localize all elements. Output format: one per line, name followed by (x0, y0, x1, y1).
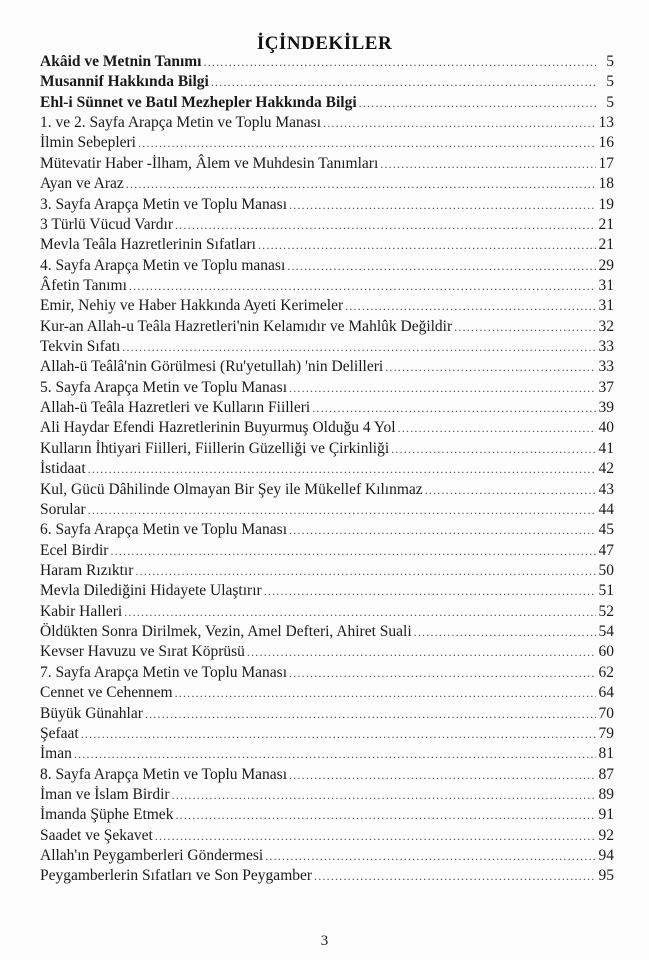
toc-entry (40, 581, 614, 601)
toc-entry-title: Kur-an Allah-u Teâla Hazretleri'nin Kelamıdır ve Mahlûk Değildir (40, 317, 453, 335)
toc-entry-title: Büyük Günahlar (40, 704, 143, 722)
dot-leader (414, 622, 596, 642)
toc-entry (40, 418, 614, 438)
toc-entry (40, 561, 614, 581)
toc-entry (40, 113, 614, 133)
toc-entry (40, 154, 614, 174)
toc-entry-page: 29 (598, 256, 614, 274)
toc-entry (40, 296, 614, 316)
toc-entry (40, 744, 614, 764)
toc-entry-title: Mevla Dilediğini Hidayete Ulaştırır (40, 582, 262, 600)
toc-entry (40, 378, 614, 398)
toc-entry (40, 846, 614, 866)
dot-leader (289, 378, 596, 398)
dot-leader (138, 133, 596, 153)
toc-entry-page: 19 (598, 195, 614, 213)
toc-entry-page: 91 (598, 806, 614, 824)
toc-entry-title: Mütevatir Haber -İlham, Âlem ve Muhdesin Tanımları (40, 154, 379, 172)
dot-leader (88, 459, 596, 479)
dot-leader (145, 704, 596, 724)
toc-entry (40, 256, 614, 276)
dot-leader (172, 785, 596, 805)
toc-entry (40, 663, 614, 683)
toc-entry-page: 79 (598, 724, 614, 742)
toc-entry (40, 602, 614, 622)
dot-leader (425, 480, 596, 500)
toc-entry-page: 64 (598, 684, 614, 702)
dot-leader (110, 541, 596, 561)
toc-entry (40, 235, 614, 255)
toc-entry (40, 805, 614, 825)
dot-leader (385, 357, 596, 377)
toc-entry-page: 5 (606, 93, 614, 111)
toc-entry-page: 33 (598, 358, 614, 376)
dot-leader (359, 93, 596, 113)
dot-leader (124, 602, 596, 622)
dot-leader (289, 195, 596, 215)
toc-entry-page: 5 (606, 73, 614, 91)
toc-entry-page: 32 (598, 317, 614, 335)
toc-entry-page: 42 (598, 460, 614, 478)
dot-leader (391, 439, 596, 459)
toc-entry-page: 51 (598, 582, 614, 600)
toc-entry-title: İstidaat (40, 460, 86, 478)
toc-entry-page: 31 (598, 297, 614, 315)
toc-entry-page: 44 (598, 500, 614, 518)
dot-leader (265, 846, 596, 866)
toc-entry-page: 94 (598, 847, 614, 865)
toc-entry-page: 18 (598, 175, 614, 193)
toc-entry-title: Sorular (40, 500, 86, 518)
dot-leader (74, 744, 596, 764)
toc-entry-page: 41 (598, 439, 614, 457)
toc-entry-title: Öldükten Sonra Dirilmek, Vezin, Amel Defteri, Ahiret Suali (40, 623, 412, 641)
toc-entry (40, 72, 614, 92)
toc-entry-title: 3 Türlü Vücud Vardır (40, 215, 174, 233)
toc-entry (40, 704, 614, 724)
dot-leader (129, 276, 596, 296)
toc-entry (40, 174, 614, 194)
toc-entry (40, 480, 614, 500)
toc-entry-page: 47 (598, 541, 614, 559)
toc-entry-title: 4. Sayfa Arapça Metin ve Toplu manası (40, 256, 286, 274)
toc-entry-title: Cennet ve Cehennem (40, 684, 173, 702)
toc-entry-page: 39 (598, 399, 614, 417)
dot-leader (88, 500, 596, 520)
toc-entry-page: 50 (598, 561, 614, 579)
toc-entry-title: Allah-ü Teâla Hazretleri ve Kulların Fiilleri (40, 399, 311, 417)
toc-entry (40, 866, 614, 886)
dot-leader (175, 805, 596, 825)
dot-leader (398, 418, 596, 438)
toc-entry-title: İman (40, 745, 72, 763)
toc-entry-page: 13 (598, 114, 614, 132)
toc-entry (40, 765, 614, 785)
dot-leader (247, 642, 596, 662)
toc-entry (40, 52, 614, 72)
dot-leader (312, 398, 596, 418)
dot-leader (289, 663, 596, 683)
toc-entry (40, 276, 614, 296)
toc-entry (40, 683, 614, 703)
toc-entry (40, 398, 614, 418)
dot-leader (345, 296, 596, 316)
dot-leader (289, 765, 596, 785)
toc-entry-page: 81 (598, 745, 614, 763)
toc-entry-page: 17 (598, 154, 614, 172)
toc-entry-title: İman ve İslam Birdir (40, 785, 170, 803)
toc-entry-page: 89 (598, 785, 614, 803)
toc-entry-title: Emir, Nehiy ve Haber Hakkında Ayeti Kerimeler (40, 297, 344, 315)
toc-entry-page: 92 (598, 826, 614, 844)
toc-entry-title: Şefaat (40, 724, 79, 742)
toc-entry-page: 95 (598, 867, 614, 885)
toc-entry (40, 785, 614, 805)
toc-entry-page: 45 (598, 521, 614, 539)
page-number: 3 (320, 933, 329, 949)
toc-entry-title: Musannif Hakkında Bilgi (40, 73, 209, 91)
dot-leader (264, 581, 596, 601)
toc-entry-title: Allah'ın Peygamberleri Göndermesi (40, 847, 264, 865)
toc-entry-page: 37 (598, 378, 614, 396)
dot-leader (204, 52, 597, 72)
toc-entry-title: Ehl-i Sünnet ve Batıl Mezhepler Hakkında Bilgi (40, 93, 357, 111)
toc-entry-title: İlmin Sebepleri (40, 134, 136, 152)
dot-leader (175, 683, 596, 703)
toc-entry (40, 642, 614, 662)
toc-entry-page: 16 (598, 134, 614, 152)
dot-leader (289, 520, 596, 540)
dot-leader (258, 235, 596, 255)
dot-leader (175, 215, 596, 235)
page-title: İÇİNDEKİLER (256, 33, 393, 54)
dot-leader (454, 317, 596, 337)
toc-entry (40, 337, 614, 357)
toc-entry (40, 459, 614, 479)
dot-leader (135, 561, 596, 581)
toc-entry-title: 3. Sayfa Arapça Metin ve Toplu Manası (40, 195, 288, 213)
dot-leader (122, 337, 596, 357)
toc-entry-page: 43 (598, 480, 614, 498)
toc-entry (40, 826, 614, 846)
toc-entry-page: 31 (598, 276, 614, 294)
dot-leader (314, 866, 596, 886)
toc-entry (40, 500, 614, 520)
dot-leader (323, 113, 596, 133)
toc-entry (40, 215, 614, 235)
dot-leader (380, 154, 596, 174)
dot-leader (155, 826, 596, 846)
toc-entry-page: 54 (598, 623, 614, 641)
table-of-contents (40, 52, 614, 887)
toc-entry-title: İmanda Şüphe Etmek (40, 806, 174, 824)
toc-entry-title: Mevla Teâla Hazretlerinin Sıfatları (40, 236, 256, 254)
toc-entry-page: 5 (606, 53, 614, 70)
toc-entry (40, 541, 614, 561)
toc-entry-page: 21 (598, 215, 614, 233)
toc-entry-page: 70 (598, 704, 614, 722)
dot-leader (81, 724, 596, 744)
toc-entry-title: Peygamberlerin Sıfatları ve Son Peygamber (40, 867, 313, 885)
toc-entry-title: Ecel Birdir (40, 541, 109, 559)
toc-entry (40, 520, 614, 540)
toc-entry-title: 6. Sayfa Arapça Metin ve Toplu Manası (40, 521, 288, 539)
toc-entry (40, 622, 614, 642)
toc-entry-page: 33 (598, 338, 614, 356)
dot-leader (126, 174, 596, 194)
toc-entry-title: Âfetin Tanımı (40, 276, 127, 294)
toc-entry-page: 21 (598, 236, 614, 254)
toc-entry-title: Allah-ü Teâlâ'nin Görülmesi (Ru'yetullah) 'nin Delilleri (40, 358, 384, 376)
dot-leader (287, 256, 596, 276)
toc-entry-title: Kul, Gücü Dâhilinde Olmayan Bir Şey ile Mükellef Kılınmaz (40, 480, 423, 498)
toc-entry-title: Kulların İhtiyari Fiilleri, Fiillerin Güzelliği ve Çirkinliği (40, 439, 390, 457)
toc-entry-title: 8. Sayfa Arapça Metin ve Toplu Manası (40, 765, 288, 783)
toc-entry-page: 40 (598, 419, 614, 437)
toc-entry-title: 7. Sayfa Arapça Metin ve Toplu Manası (40, 663, 288, 681)
toc-entry-title: Ali Haydar Efendi Hazretlerinin Buyurmuş Olduğu 4 Yol (40, 419, 396, 437)
toc-entry-page: 52 (598, 602, 614, 620)
toc-entry (40, 93, 614, 113)
toc-entry-page: 60 (598, 643, 614, 661)
toc-entry (40, 195, 614, 215)
toc-entry-title: Tekvin Sıfatı (40, 338, 121, 356)
dot-leader (211, 72, 596, 92)
toc-entry-page: 87 (598, 765, 614, 783)
toc-entry-title: Haram Rızıktır (40, 561, 134, 579)
toc-entry (40, 724, 614, 744)
toc-entry-title: Kabir Halleri (40, 602, 123, 620)
toc-entry-title: Ayan ve Araz (40, 175, 124, 193)
toc-entry (40, 357, 614, 377)
toc-entry (40, 133, 614, 153)
toc-entry-title: Akâid ve Metnin Tanımı (40, 53, 202, 70)
toc-entry-title: 1. ve 2. Sayfa Arapça Metin ve Toplu Manası (40, 114, 322, 132)
toc-entry-title: 5. Sayfa Arapça Metin ve Toplu Manası (40, 378, 288, 396)
toc-entry-title: Kevser Havuzu ve Sırat Köprüsü (40, 643, 245, 661)
toc-entry-page: 62 (598, 663, 614, 681)
toc-entry (40, 317, 614, 337)
toc-entry-title: Saadet ve Şekavet (40, 826, 153, 844)
toc-entry (40, 439, 614, 459)
